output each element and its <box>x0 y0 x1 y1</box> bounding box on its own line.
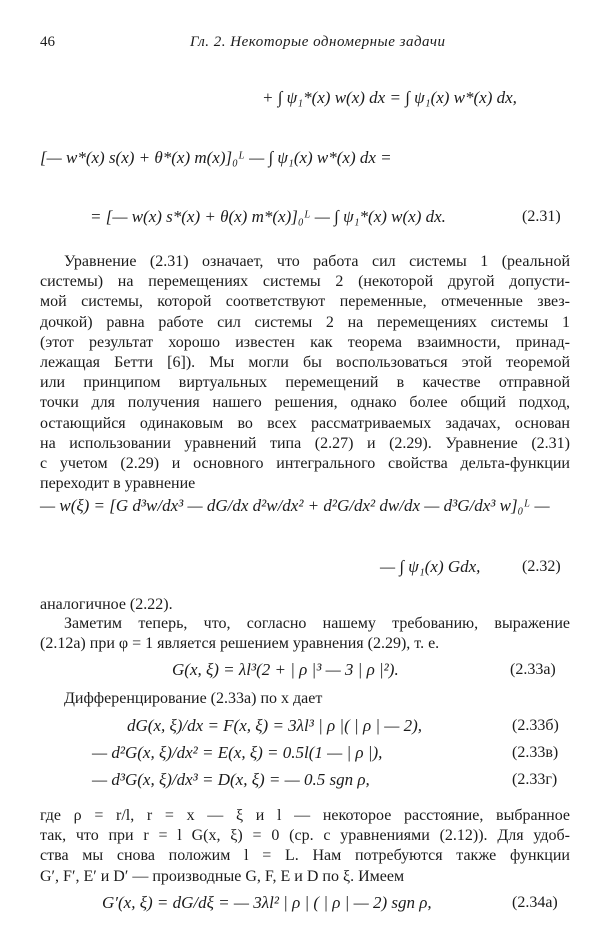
equation-number-2-34a: (2.34а) <box>512 894 558 911</box>
text-line: с учетом (2.29) и основного интегрального свойства дельта-функции <box>40 455 570 473</box>
text-line: точки для получения нашего решения, однако более общий подход, <box>40 394 570 412</box>
equation-2-33b: dG(x, ξ)/dx = F(x, ξ) = 3λl³ | ρ |( | ρ | — 2), <box>127 716 423 735</box>
text-line: где ρ = r/l, r = x — ξ и l — некоторое расстояние, выбранное <box>40 807 570 824</box>
text-line: системы) на перемещениях системы 2 (некоторой другой допусти- <box>40 273 570 291</box>
text-line: ства мы снова положим l = L. Нам потребуются также функции <box>40 847 570 865</box>
paragraph-note <box>40 614 570 654</box>
equation-number-2-32: (2.32) <box>522 558 561 575</box>
equation-2-33g: — d³G(x, ξ)/dx³ = D(x, ξ) = — 0.5 sgn ρ, <box>92 770 370 789</box>
equation-2-33a: G(x, ξ) = λl³(2 + | ρ |³ — 3 | ρ |²). <box>172 660 399 679</box>
text-line: переходит в уравнение <box>40 475 196 493</box>
equation-number-2-33g: (2.33г) <box>512 771 558 788</box>
text-line: так, что при r = l G(x, ξ) = 0 (ср. с уравнениями (2.12)). Для удоб- <box>40 827 570 845</box>
text-line: или принципом виртуальных перемещений в качестве отправной <box>40 374 570 392</box>
text-line: Уравнение (2.31) означает, что работа сил системы 1 (реальной <box>64 253 570 270</box>
text-line: мой системы, которой соответствуют переменные, отмеченные звез- <box>40 293 570 311</box>
equation-text: = [— w(x) s*(x) + θ(x) m*(x)]₀ᴸ — ∫ ψ₁*(x) w(x) dx. <box>90 207 446 226</box>
text-line: G′, F′, E′ и D′ — производные G, F, E и D по ξ. Имеем <box>40 867 405 885</box>
paragraph-definitions <box>40 806 570 887</box>
page-number: 46 <box>40 34 55 50</box>
text-line: остающийся одинаковым во всех рассматриваемых задачах, основан <box>40 414 570 432</box>
text-line: на использовании уравнений типа (2.27) и (2.29). Уравнение (2.31) <box>40 434 570 452</box>
equation-2-33v: — d²G(x, ξ)/dx² = E(x, ξ) = 0.5l(1 — | ρ |), <box>92 743 383 762</box>
equation-number-2-33a: (2.33а) <box>510 661 556 678</box>
running-header <box>40 34 560 56</box>
text-line-analogous: аналогичное (2.22). <box>40 596 173 613</box>
equation-2-31-line-3 <box>90 207 446 227</box>
text-line: лежащая Бетти [6]). Мы могли бы воспользоваться этой теоремой <box>40 354 570 372</box>
text-line: Заметим теперь, что, согласно нашему требованию, выражение <box>64 615 570 632</box>
equation-number-2-33b: (2.33б) <box>512 717 559 734</box>
equation-number-2-33v: (2.33в) <box>512 744 559 761</box>
equation-2-32-line-2 <box>380 557 480 577</box>
equation-2-31-line-1 <box>262 88 517 108</box>
equation-2-34a: G′(x, ξ) = dG/dξ = — 3λl² | ρ | ( | ρ | — 2) sgn ρ, <box>102 893 432 912</box>
equation-2-31-line-2 <box>40 148 392 168</box>
equation-number-2-31: (2.31) <box>522 208 561 225</box>
text-line: дочкой) равна работе сил системы 2 на перемещениях системы 1 <box>40 313 570 331</box>
equation-text: — w(ξ) = [G d³w/dx³ — dG/dx d²w/dx² + d²G/dx² dw/dx — d³G/dx³ w]₀ᴸ — <box>40 496 550 515</box>
equation-2-32-line-1 <box>40 496 550 516</box>
text-line: (2.12а) при φ = 1 является решением уравнения (2.29), т. е. <box>40 635 440 653</box>
equation-text: [— w*(x) s(x) + θ*(x) m(x)]₀ᴸ — ∫ ψ₁(x) w*(x) dx = <box>40 148 392 167</box>
running-title: Гл. 2. Некоторые одномерные задачи <box>190 34 446 50</box>
equation-text: — ∫ ψ₁(x) Gdx, <box>380 557 481 576</box>
text-line-diff: Дифференцирование (2.33а) по x дает <box>64 690 323 707</box>
equation-text: + ∫ ψ₁*(x) w(x) dx = ∫ ψ₁(x) w*(x) dx, <box>262 88 517 107</box>
text-line: (этот результат хорошо известен как теорема взаимности, принад- <box>40 333 570 351</box>
paragraph-main <box>40 252 570 494</box>
